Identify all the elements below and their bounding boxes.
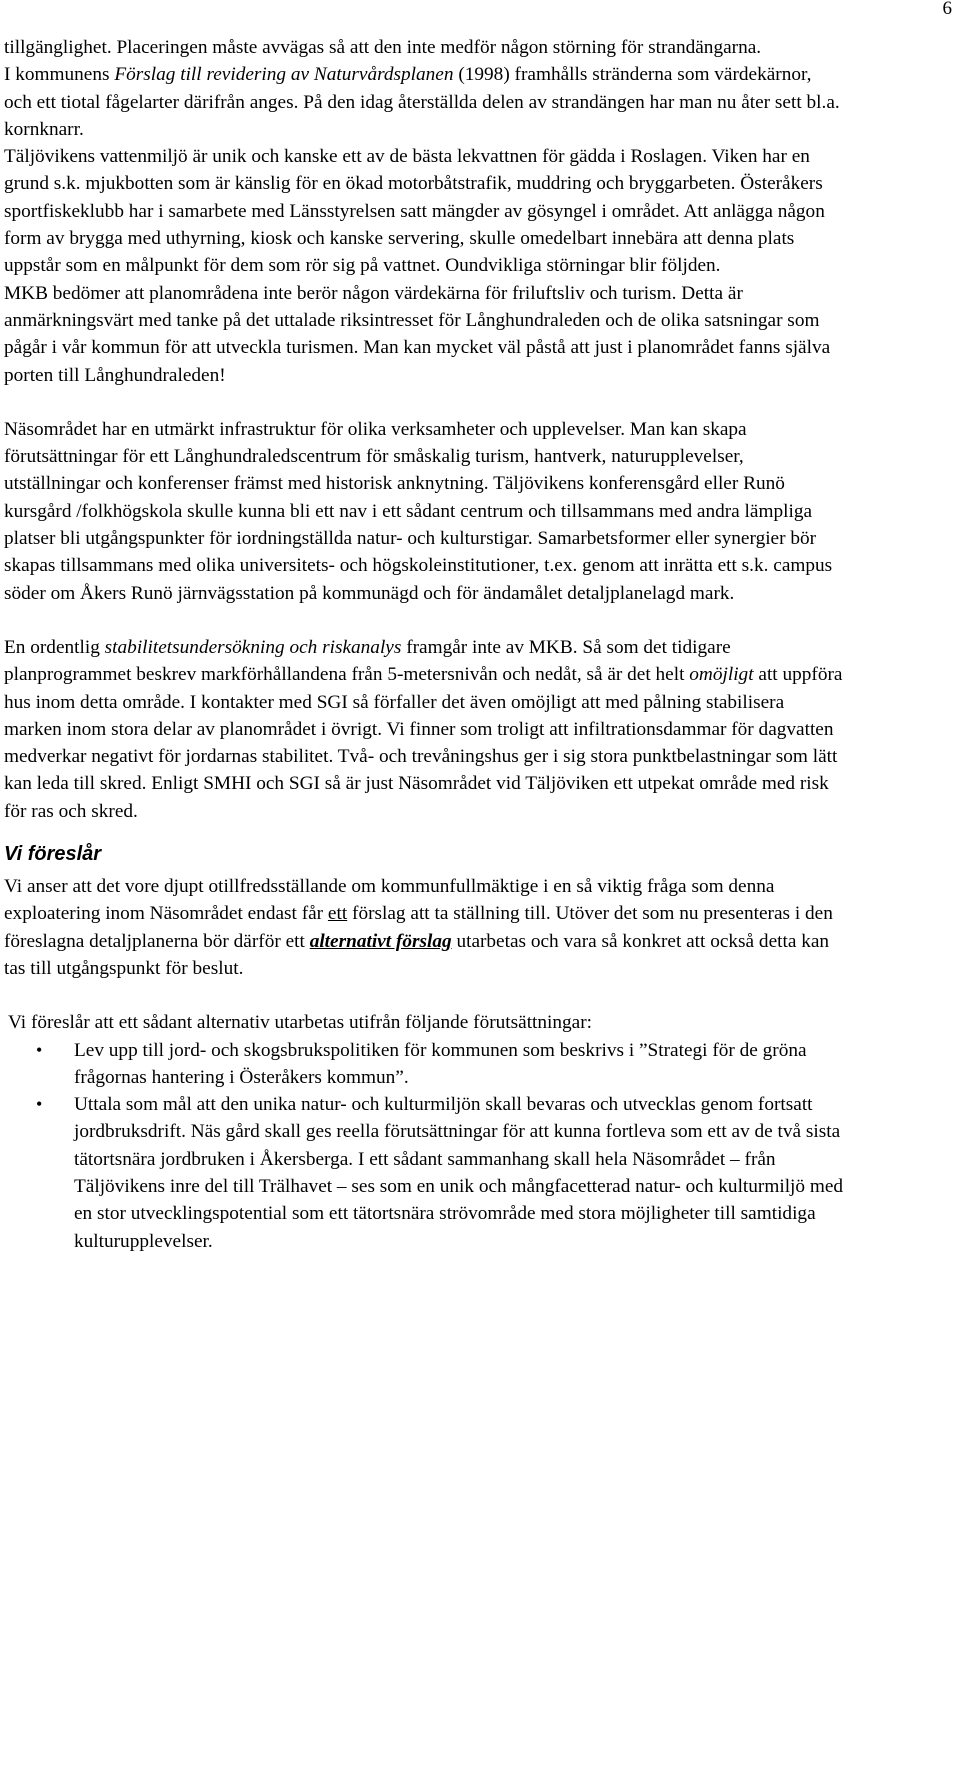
paragraph-gap xyxy=(4,982,844,1009)
paragraph: Näsområdet har en utmärkt infrastruktur för olika verksamheter och upplevelser. Man kan skapa förutsättningar för ett Långhundraledscentrum för småskalig turism, hantverk, naturupplevelser, utställningar och konferenser främst med historisk anknytning. Täljövikens konferensgård eller Runö kursgård /folkhögskola skulle kunna bli ett nav i ett sådant centrum och tillsammans med andra lämpliga platser bli utgångspunkter för iordningställda natur- och kulturstigar. Samarbetsformer eller synergier bör skapas tillsammans med olika universitets- och högskoleinstitutioner, t.ex. genom att inrätta ett s.k. campus söder om Åkers Runö järnvägsstation på kommunägd och för ändamålet detaljplanelagd mark. xyxy=(4,418,833,604)
text-span: (1998) framhålls stränderna som värdekärnor, och ett tiotal fågelarter därifrån anges. På den idag återställda delen av strandängen har man nu åter sett bl.a. kornknarr. xyxy=(4,64,840,140)
text-span: att uppföra hus inom detta område. I kontakter med SGI så förfaller det även omöjligt att med pålning stabilisera marken inom stora delar av planområdet i övrigt. Vi finner som troligt att infiltrationsdammar för dagvatten medverkar negativt för jordarnas stabilitet. Två- och trevåningshus ger i sig stora punktbelastningar som lätt kan leda till skred. Enligt SMHI och SGI så är just Näsområdet vid Täljöviken ett utpekat område med risk för ras och skred. xyxy=(4,664,843,822)
bullet-list xyxy=(4,1037,844,1255)
bullet-icon: • xyxy=(36,1094,43,1115)
paragraph xyxy=(4,634,844,825)
section-heading: Vi föreslår xyxy=(4,843,102,866)
list-intro: Vi föreslår att ett sådant alternativ utarbetas utifrån följande förutsättningar: xyxy=(8,1012,593,1034)
paragraph xyxy=(4,873,844,982)
paragraph-gap xyxy=(4,389,844,416)
text-span: En ordentlig xyxy=(4,636,105,658)
text-span: utarbetas och vara så konkret att också detta kan tas till utgångspunkt för beslut. xyxy=(4,930,830,979)
page-number: 6 xyxy=(942,0,952,19)
italic-emphasis: stabilitetsundersökning och riskanalys xyxy=(104,636,402,658)
italic-title: Förslag till revidering av Naturvårdsplanen xyxy=(114,64,454,86)
italic-emphasis: omöjligt xyxy=(689,664,754,686)
document-body xyxy=(4,34,844,1255)
list-item-text: Uttala som mål att den unika natur- och kulturmiljön skall bevaras och utvecklas genom fortsatt jordbruksdrift. Näs gård skall ges reella förutsättningar för att kunna fortleva som ett av de två sista tätortsnära jordbruken i Åkersberga. I ett sådant sammanhang skall hela Näsområdet – från Täljövikens inre del till Trälhavet – ses som en unik och mångfacetterad natur- och kulturmiljö med en stor utvecklingspotential som ett tätortsnära strövområde med stora möjligheter till samtidiga kulturupplevelser. xyxy=(74,1094,844,1252)
list-item-text: Lev upp till jord- och skogsbrukspolitiken för kommunen som beskrivs i ”Strategi för de gröna frågornas hantering i Österåkers kommun”. xyxy=(74,1039,807,1088)
text-span: Täljövikens vattenmiljö är unik och kanske ett av de bästa lekvattnen för gädda i Roslagen. Viken har en grund s.k. mjukbotten som är känslig för en ökad motorbåtstrafik, muddring och bryggarbeten. Österåkers sportfiskeklubb har i samarbete med Länsstyrelsen satt mängder av gösyngel i området. Att anlägga någon form av brygga med uthyrning, kiosk och kanske servering, skulle omedelbart innebära att denna plats uppstår som en målpunkt för dem som rör sig på vattnet. Oundvikliga störningar blir följden. xyxy=(4,146,825,277)
text-span: framgår inte av MKB. Så som det tidigare planprogrammet beskrev markförhållandena från 5-metersnivån och nedåt, så är det helt xyxy=(4,636,731,686)
paragraph xyxy=(4,34,844,389)
bullet-icon: • xyxy=(36,1039,43,1060)
text-span: I kommunens xyxy=(4,64,115,86)
text-span: MKB bedömer att planområdena inte berör någon värdekärna för friluftsliv och turism. Detta är anmärkningsvärt med tanke på det uttalade riksintresset för Långhundraleden och de olika satsningar som pågår i vår kommun för att utveckla turismen. Man kan mycket väl påstå att just i planområdet fanns själva porten till Långhundraleden! xyxy=(4,282,831,386)
list-item xyxy=(36,1037,844,1092)
text-span: tillgänglighet. Placeringen måste avvägas så att den inte medför någon störning för strandängarna. xyxy=(4,37,762,58)
bold-italic-emphasis: alternativt förslag xyxy=(309,930,452,952)
underlined-emphasis: ett xyxy=(327,903,348,925)
paragraph-gap xyxy=(4,607,844,634)
text-span: Vi anser att det vore djupt otillfredsställande om kommunfullmäktige i en så viktig fråga som denna exploatering inom Näsområdet endast får xyxy=(4,876,775,925)
text-span: förslag att ta ställning till. Utöver det som nu presenteras i den föreslagna detaljplanerna bör därför ett xyxy=(4,903,833,952)
list-item xyxy=(36,1091,844,1255)
